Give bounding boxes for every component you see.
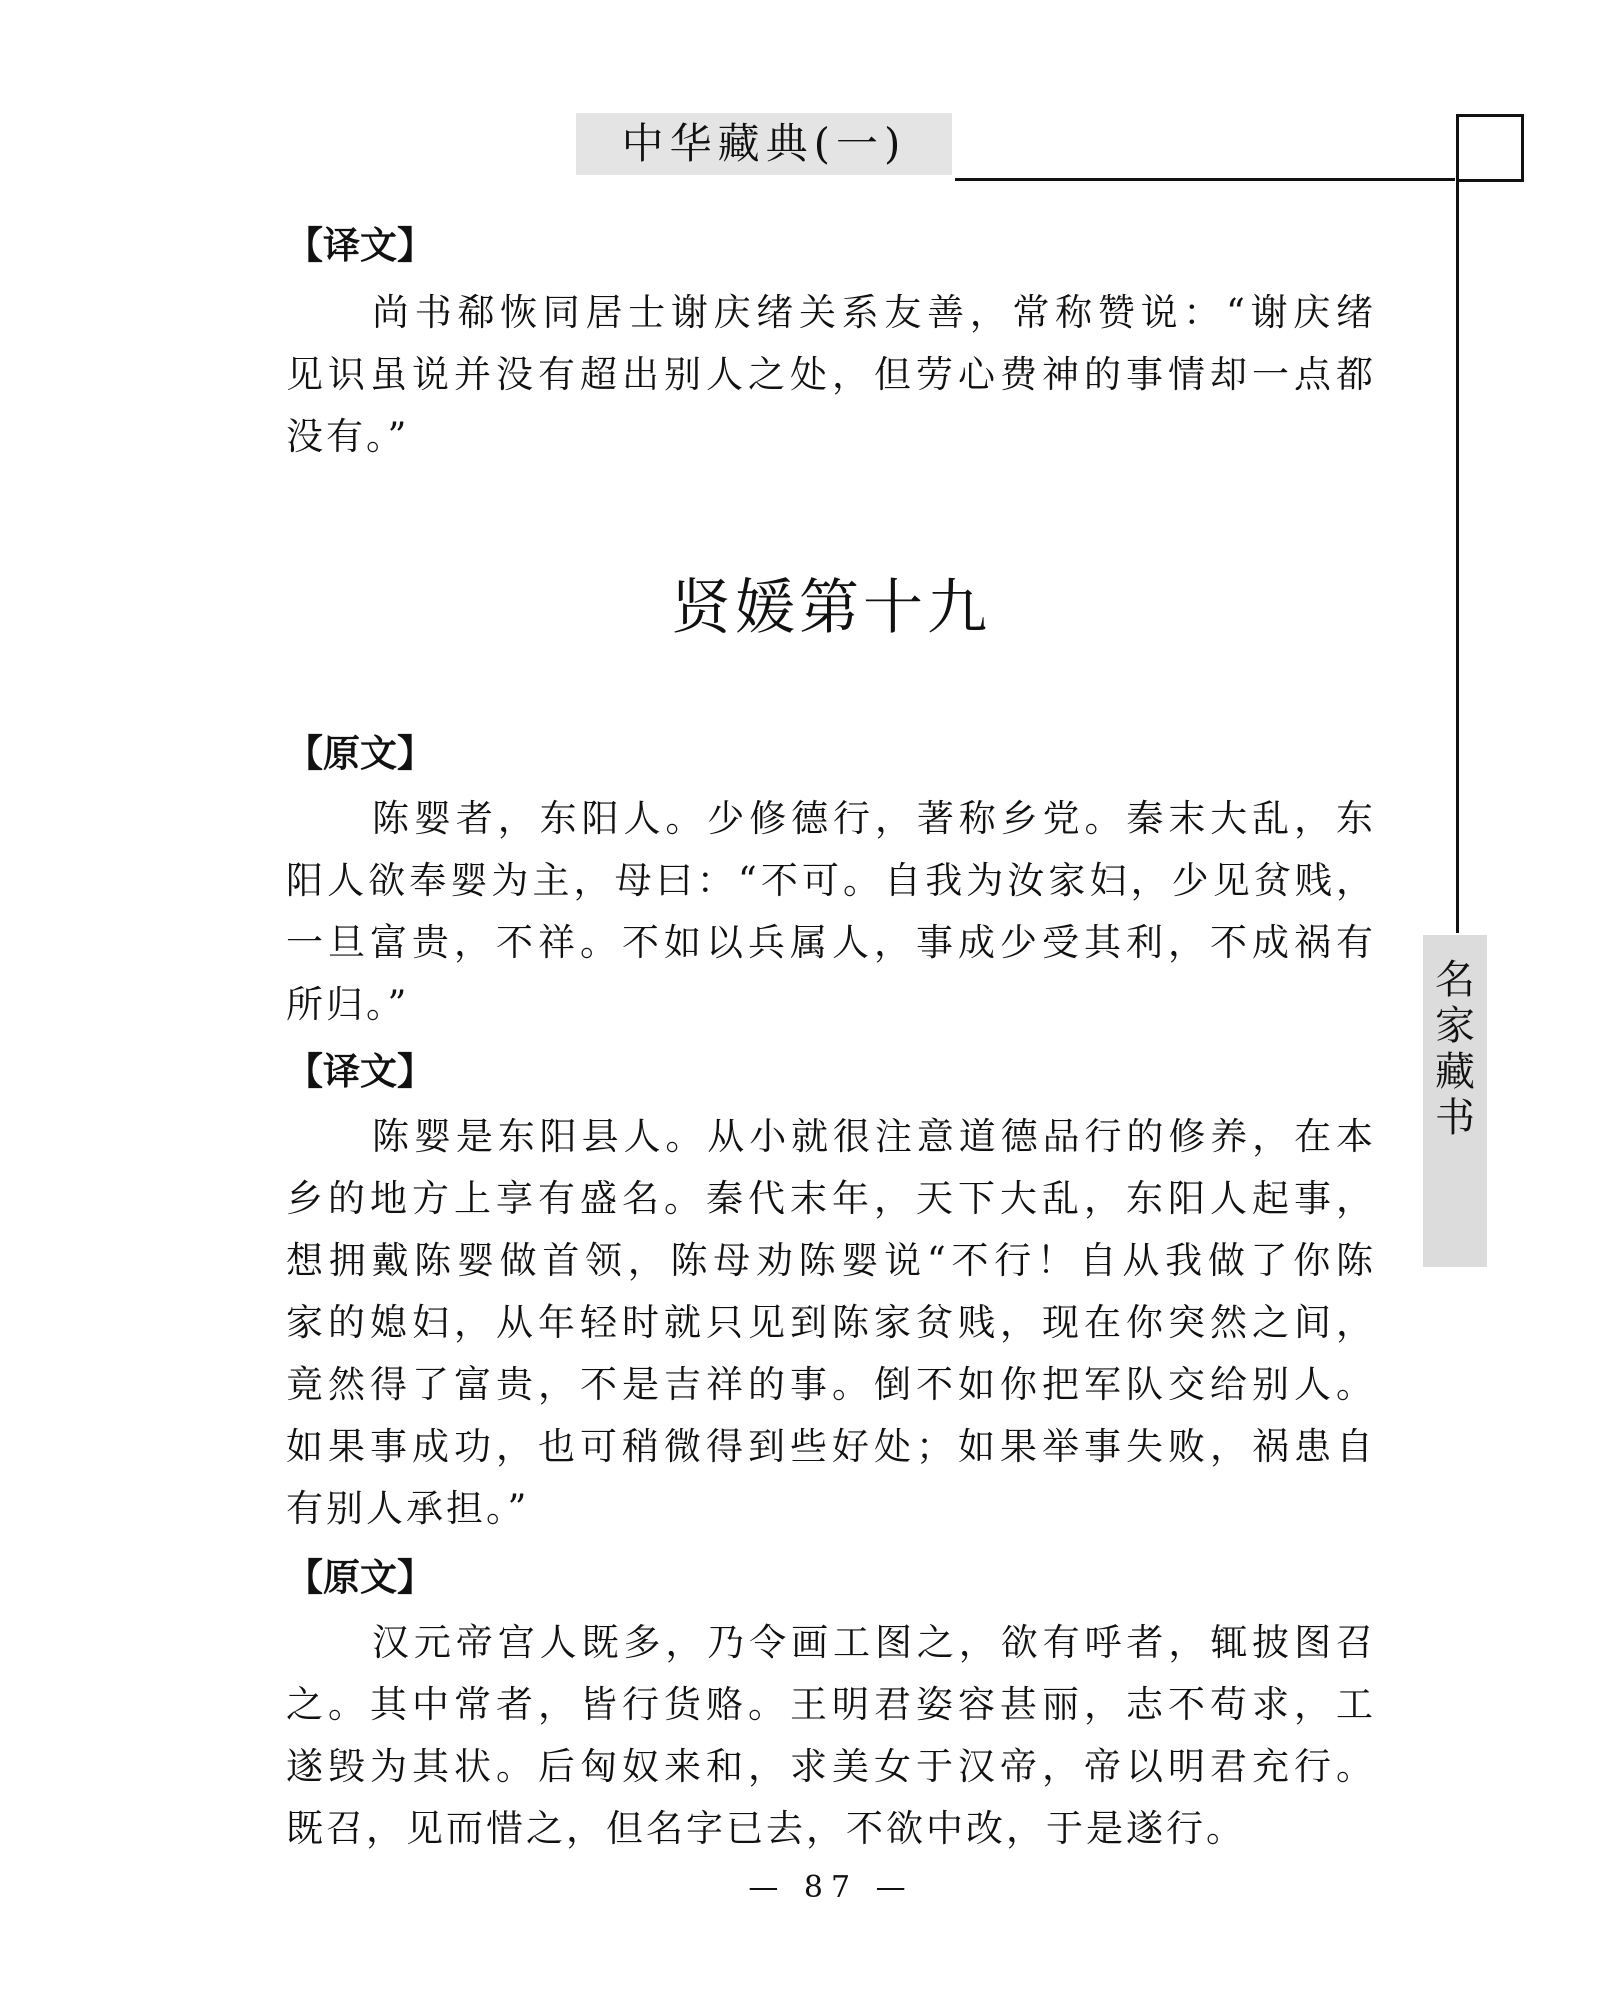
text-line: 汉元帝宫人既多，乃令画工图之，欲有呼者，辄披图召 <box>372 1621 1376 1664</box>
text-line: 见识虽说并没有超出别人之处，但劳心费神的事情却一点都 <box>286 353 1376 396</box>
text-line: 既召，见而惜之，但名字已去，不欲中改，于是遂行。 <box>286 1807 1246 1850</box>
header-rule <box>955 178 1455 181</box>
original-paragraph <box>286 1612 1376 1860</box>
text-line: 有别人承担。” <box>286 1487 530 1530</box>
text-line: 遂毁为其状。后匈奴来和，求美女于汉帝，帝以明君充行。 <box>286 1745 1376 1788</box>
text-line: 一旦富贵，不祥。不如以兵属人，事成少受其利，不成祸有 <box>286 921 1376 964</box>
chapter-title: 贤媛第十九 <box>671 573 991 643</box>
original-paragraph <box>286 788 1376 1036</box>
section-label: 【原文】 <box>286 1556 434 1599</box>
text-line: 陈婴是东阳县人。从小就很注意道德品行的修养，在本 <box>372 1115 1376 1158</box>
text-line: 想拥戴陈婴做首领，陈母劝陈婴说“不行！自从我做了你陈 <box>286 1239 1376 1282</box>
side-tab-char: 名 <box>1435 957 1475 1003</box>
section-label: 【译文】 <box>286 224 434 267</box>
running-header-book-title: 中华藏典(一) <box>576 113 952 175</box>
corner-box <box>1456 114 1524 182</box>
vertical-rule <box>1456 178 1459 933</box>
translation-paragraph <box>286 282 1376 468</box>
text-line: 竟然得了富贵，不是吉祥的事。倒不如你把军队交给别人。 <box>286 1363 1376 1406</box>
side-tab-char: 藏 <box>1435 1049 1475 1095</box>
section-label: 【译文】 <box>286 1050 434 1093</box>
text-line: 乡的地方上享有盛名。秦代末年，天下大乱，东阳人起事， <box>286 1177 1376 1220</box>
section-label: 【原文】 <box>286 732 434 775</box>
text-line: 阳人欲奉婴为主，母曰：“不可。自我为汝家妇，少见贫贱， <box>286 859 1376 902</box>
text-line: 所归。” <box>286 983 410 1026</box>
text-line: 之。其中常者，皆行货赂。王明君姿容甚丽，志不苟求，工 <box>286 1683 1376 1726</box>
text-line: 尚书郗恢同居士谢庆绪关系友善，常称赞说：“谢庆绪 <box>372 291 1376 334</box>
side-tab <box>1423 935 1487 1267</box>
text-line: 陈婴者，东阳人。少修德行，著称乡党。秦末大乱，东 <box>372 797 1376 840</box>
side-tab-char: 家 <box>1435 1003 1475 1049</box>
text-line: 没有。” <box>286 415 410 458</box>
side-tab-char: 书 <box>1435 1095 1475 1141</box>
translation-paragraph <box>286 1106 1376 1540</box>
text-line: 如果事成功，也可稍微得到些好处；如果举事失败，祸患自 <box>286 1425 1376 1468</box>
page-number: — 87 — <box>748 1870 914 1905</box>
text-line: 家的媳妇，从年轻时就只见到陈家贫贱，现在你突然之间， <box>286 1301 1376 1344</box>
